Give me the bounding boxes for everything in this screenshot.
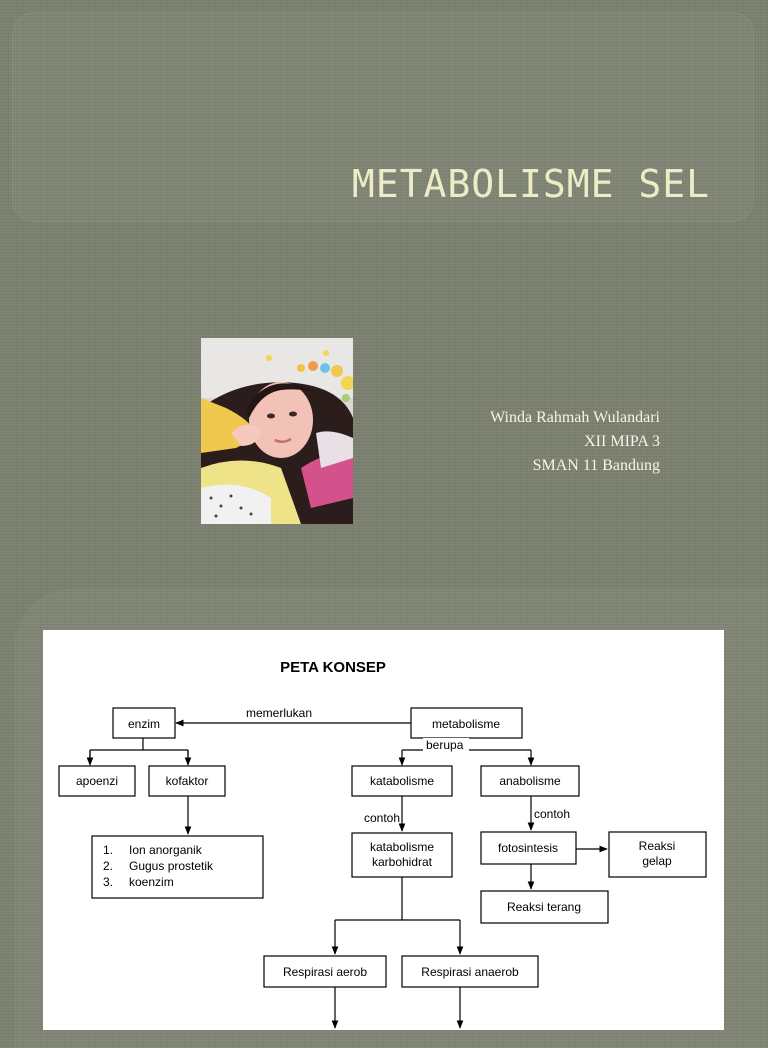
node-apoenzim: apoenzi: [75, 774, 119, 788]
kofaktor-list-item-2: Gugus prostetik: [129, 859, 214, 873]
node-reaksi-gelap-line1: Reaksi: [638, 839, 676, 853]
node-reaksi-terang: Reaksi terang: [506, 900, 582, 914]
author-photo: [201, 338, 353, 524]
node-katabolisme: katabolisme: [369, 774, 435, 788]
kofaktor-list-num-2: 2.: [103, 859, 114, 873]
node-katabolisme-karbohidrat-line1: katabolisme: [369, 840, 435, 854]
kofaktor-list-num-3: 3.: [103, 875, 114, 889]
node-reaksi-gelap-line2: gelap: [642, 854, 672, 868]
kofaktor-list-item-1: Ion anorganik: [129, 843, 202, 857]
node-katabolisme-karbohidrat-line2: karbohidrat: [371, 855, 433, 869]
kofaktor-list-num-1: 1.: [103, 843, 114, 857]
node-enzim: enzim: [127, 717, 161, 731]
node-kofaktor: kofaktor: [165, 774, 209, 788]
edge-label-contoh-2: contoh: [534, 807, 571, 821]
node-fotosintesis: fotosintesis: [497, 841, 559, 855]
concept-map: [43, 630, 724, 1030]
concept-map-diagram: [43, 630, 724, 1030]
node-respirasi-anaerob: Respirasi anaerob: [421, 965, 519, 979]
node-metabolisme: metabolisme: [431, 717, 501, 731]
concept-map-slide: [0, 585, 768, 1024]
edge-label-berupa: berupa: [426, 738, 464, 752]
author-class: XII MIPA 3: [584, 433, 660, 450]
concept-map-title: PETA KONSEP: [280, 659, 386, 676]
node-respirasi-aerob: Respirasi aerob: [282, 965, 368, 979]
author-info: [490, 406, 660, 478]
node-anabolisme: anabolisme: [499, 774, 561, 788]
kofaktor-list-item-3: koenzim: [129, 875, 174, 889]
slide-title: METABOLISME SEL: [351, 162, 710, 206]
edge-label-memerlukan: memerlukan: [246, 706, 313, 720]
author-photo-illustration: [201, 338, 353, 524]
edge-enzim-split: [90, 738, 188, 764]
edge-karbohidrat-split: [335, 877, 460, 920]
edge-label-contoh-1: contoh: [364, 811, 401, 825]
author-school: SMAN 11 Bandung: [532, 457, 660, 474]
author-name: Winda Rahmah Wulandari: [490, 409, 660, 426]
